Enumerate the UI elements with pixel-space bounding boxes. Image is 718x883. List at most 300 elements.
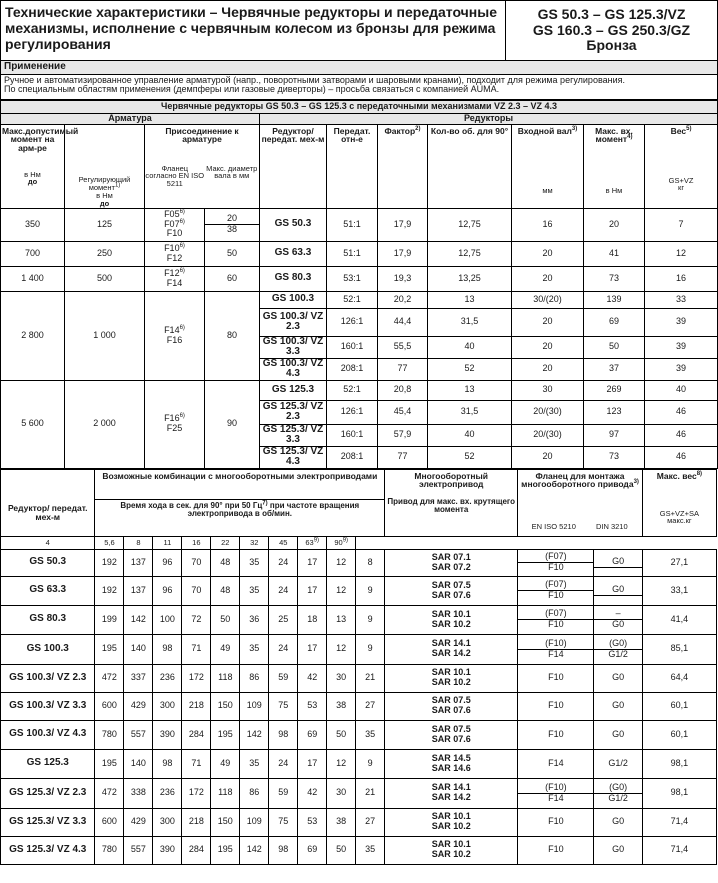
- combination-row: [1, 778, 717, 808]
- time-cell: 49: [211, 634, 240, 664]
- model-cell: GS 125.3/ VZ 4.3: [260, 446, 327, 468]
- time-cell: 86: [240, 664, 269, 692]
- table1-caption: Червячные редукторы GS 50.3 – GS 125.3 с передаточными механизмами VZ 2.3 – VZ 4.3: [1, 100, 718, 113]
- ratio-cell: 160:1: [327, 336, 378, 358]
- turns-cell: 52: [428, 358, 512, 380]
- speed-cell: [298, 536, 327, 549]
- en-flange-cell: [518, 778, 594, 808]
- en-flange-cell: [518, 749, 594, 778]
- flange-value: F16: [164, 413, 180, 424]
- time-cell: 199: [95, 605, 124, 634]
- weight-cell: 71,4: [642, 808, 716, 836]
- col-gearbox: Редуктор/ передат. мех-м: [260, 124, 327, 208]
- max-input-torque-cell: 41: [584, 241, 645, 266]
- actuator-value: SAR 10.1: [431, 839, 471, 850]
- time-cell: 70: [182, 549, 211, 576]
- t2-col-actuator: [385, 469, 518, 536]
- en-flange-cell: [518, 720, 594, 749]
- max-input-torque-cell: 20: [584, 208, 645, 241]
- flange-value: F07: [164, 218, 180, 229]
- time-cell: 30: [327, 664, 356, 692]
- en-flange-value: F10: [548, 700, 564, 711]
- factor-cell: 20,8: [378, 380, 428, 400]
- combination-body: [1, 549, 717, 864]
- actuator-value: SAR 07.6: [431, 705, 471, 715]
- model-cell: GS 50.3: [260, 208, 327, 241]
- en-flange-value: F14: [548, 757, 564, 768]
- t2-time-tail: при частоте вращения электропривода в об/мин.: [187, 500, 360, 518]
- din-flange-value: G0: [612, 672, 625, 683]
- ratio-cell: 208:1: [327, 446, 378, 468]
- time-cell: 390: [153, 720, 182, 749]
- col-max-input-torque-note: 4): [627, 134, 633, 141]
- combination-row: [1, 692, 717, 720]
- page-title: Технические характеристики – Червячные редукторы и передаточные механизмы, исполнение с червячным колесом из бронзы для режима регулирования: [1, 1, 506, 61]
- time-cell: 35: [356, 836, 385, 864]
- reg-torque-cell: 1 000: [65, 291, 145, 380]
- weight-cell: 12: [645, 241, 718, 266]
- en-flange-cell: [518, 576, 594, 605]
- flange-note: 6): [179, 242, 185, 249]
- flange-note: 6): [179, 218, 185, 225]
- time-cell: 27: [356, 808, 385, 836]
- time-cell: 75: [269, 692, 298, 720]
- weight-cell: 16: [645, 266, 718, 291]
- time-cell: 59: [269, 778, 298, 808]
- col-max-input-torque-label: Макс. вх. момент: [595, 125, 633, 145]
- actuator-cell: [385, 836, 518, 864]
- en-flange-value: (F07): [518, 609, 593, 620]
- actuator-cell: [385, 605, 518, 634]
- speed-value: 4: [45, 537, 50, 547]
- din-flange-cell: [594, 605, 642, 634]
- time-cell: 30: [327, 778, 356, 808]
- gearbox-row: [1, 291, 718, 308]
- time-cell: 195: [95, 749, 124, 778]
- model-cell: GS 80.3: [260, 266, 327, 291]
- actuator-cell: [385, 720, 518, 749]
- t2-col-flange-note: 3): [633, 479, 639, 486]
- actuator-value: SAR 14.1: [431, 782, 471, 793]
- t2-col-en: EN ISO 5210: [531, 521, 576, 531]
- t2-col-weight-unit1: GS+VZ+SA: [659, 508, 699, 518]
- time-cell: 600: [95, 808, 124, 836]
- col-turns: Кол-во об. для 90°: [428, 124, 512, 208]
- speed-cell: [211, 536, 240, 549]
- time-cell: 50: [327, 720, 356, 749]
- flange-value: F12: [164, 267, 180, 278]
- flange-cell: [145, 291, 205, 380]
- factor-cell: 19,3: [378, 266, 428, 291]
- weight-cell: 60,1: [642, 692, 716, 720]
- time-cell: 109: [240, 808, 269, 836]
- din-flange-cell: [594, 664, 642, 692]
- time-cell: 96: [153, 576, 182, 605]
- actuator-value: SAR 10.2: [431, 618, 471, 629]
- time-cell: 140: [124, 634, 153, 664]
- turns-cell: 52: [428, 446, 512, 468]
- input-shaft-cell: 20: [512, 446, 584, 468]
- speed-note: 9): [313, 537, 320, 544]
- max-torque-cell: 5 600: [1, 380, 65, 468]
- time-cell: 71: [182, 749, 211, 778]
- turns-cell: 13: [428, 291, 512, 308]
- model-cell: GS 125.3/ VZ 3.3: [1, 808, 95, 836]
- time-cell: 150: [211, 808, 240, 836]
- time-cell: 35: [356, 720, 385, 749]
- ratio-cell: 208:1: [327, 358, 378, 380]
- time-cell: 150: [211, 692, 240, 720]
- t2-col-weight-unit2: макс.кг: [667, 516, 692, 526]
- time-cell: 21: [356, 778, 385, 808]
- turns-cell: 31,5: [428, 308, 512, 336]
- factor-cell: 55,5: [378, 336, 428, 358]
- time-cell: 12: [327, 749, 356, 778]
- actuator-value: SAR 07.5: [431, 695, 471, 706]
- weight-cell: 39: [645, 308, 718, 336]
- ratio-cell: 52:1: [327, 291, 378, 308]
- col-weight-note: 5): [686, 125, 692, 132]
- t2-col-flange: [518, 469, 643, 536]
- speed-value: 63: [305, 537, 314, 547]
- combination-row: [1, 634, 717, 664]
- max-diameter-cell: [205, 380, 260, 468]
- en-flange-value: F10: [548, 816, 564, 827]
- actuator-value: SAR 07.6: [431, 733, 471, 744]
- flange-value: F14: [164, 324, 180, 335]
- flange-cell: [145, 208, 205, 241]
- input-shaft-cell: 20/(30): [512, 400, 584, 424]
- time-cell: 338: [124, 778, 153, 808]
- time-cell: 25: [269, 605, 298, 634]
- din-flange-cell: [594, 778, 642, 808]
- time-cell: 142: [240, 836, 269, 864]
- col-weight: [645, 124, 718, 208]
- header-table: [0, 0, 718, 100]
- din-flange-value: G0: [612, 700, 625, 711]
- input-shaft-cell: 30/(20): [512, 291, 584, 308]
- actuator-value: SAR 07.5: [431, 579, 471, 590]
- weight-cell: 85,1: [642, 634, 716, 664]
- actuator-value: SAR 14.2: [431, 792, 471, 802]
- time-cell: 24: [269, 549, 298, 576]
- col-connection: [145, 124, 260, 208]
- t2-col-weight-note: 8): [696, 470, 703, 477]
- en-flange-value: F10: [548, 672, 564, 683]
- time-cell: 236: [153, 664, 182, 692]
- time-cell: 24: [269, 634, 298, 664]
- weight-cell: 7: [645, 208, 718, 241]
- col-reg-torque-note: 1): [114, 182, 121, 189]
- en-flange-value: F10: [548, 728, 564, 739]
- time-cell: 50: [327, 836, 356, 864]
- model-cell: GS 100.3/ VZ 3.3: [260, 336, 327, 358]
- time-cell: 557: [124, 720, 153, 749]
- model-cell: GS 63.3: [260, 241, 327, 266]
- time-cell: 59: [269, 664, 298, 692]
- en-flange-value: F14: [548, 648, 564, 659]
- time-cell: 98: [269, 720, 298, 749]
- time-cell: 69: [298, 836, 327, 864]
- factor-cell: 77: [378, 446, 428, 468]
- din-flange-cell: [594, 576, 642, 605]
- en-flange-cell: [518, 692, 594, 720]
- actuator-value: SAR 10.1: [431, 811, 471, 822]
- t2-time-label: Время хода в сек. для 90° при 50 Гц: [120, 500, 263, 510]
- time-cell: 118: [211, 778, 240, 808]
- model-range: [506, 1, 718, 61]
- din-flange-value: G0: [612, 844, 625, 855]
- din-flange-cell: [594, 692, 642, 720]
- combination-table: [0, 469, 717, 865]
- time-cell: 38: [327, 808, 356, 836]
- t2-col-weight: [642, 469, 716, 536]
- en-flange-value: F10: [548, 590, 564, 600]
- col-input-shaft-label: Входной вал: [517, 125, 572, 136]
- flange-cell: [145, 241, 205, 266]
- max-input-torque-cell: 123: [584, 400, 645, 424]
- model-cell: GS 100.3/ VZ 3.3: [1, 692, 95, 720]
- actuator-value: SAR 10.2: [431, 677, 471, 687]
- max-diameter-value: 50: [226, 247, 237, 258]
- flange-value: F16: [166, 334, 183, 345]
- flange-note: 6): [179, 267, 185, 274]
- col-flange-label: Фланец согласно EN ISO 5211: [145, 163, 205, 189]
- en-flange-cell: [518, 549, 594, 576]
- col-factor-note: 2): [415, 125, 421, 132]
- ratio-cell: 51:1: [327, 208, 378, 241]
- time-cell: 24: [269, 749, 298, 778]
- combination-row: [1, 720, 717, 749]
- max-torque-cell: 1 400: [1, 266, 65, 291]
- speed-value: 45: [279, 537, 288, 547]
- col-input-shaft-note: 3): [571, 125, 578, 132]
- flange-value: F25: [166, 423, 183, 433]
- max-input-torque-cell: 69: [584, 308, 645, 336]
- model-cell: GS 125.3/ VZ 3.3: [260, 424, 327, 446]
- time-cell: 35: [240, 576, 269, 605]
- col-max-input-torque: [584, 124, 645, 208]
- time-cell: 472: [95, 664, 124, 692]
- time-cell: 53: [298, 692, 327, 720]
- combination-row: [1, 808, 717, 836]
- actuator-value: SAR 10.2: [431, 821, 471, 831]
- max-diameter-value: 80: [226, 329, 237, 340]
- time-cell: 21: [356, 664, 385, 692]
- combination-row: [1, 605, 717, 634]
- time-cell: 337: [124, 664, 153, 692]
- din-flange-value: G0: [594, 585, 641, 596]
- weight-cell: 60,1: [642, 720, 716, 749]
- time-cell: 195: [95, 634, 124, 664]
- col-reg-torque-unit: в Нм: [96, 190, 113, 200]
- valve-group-header: Арматура: [1, 113, 260, 124]
- max-diameter-value: 20: [205, 214, 259, 225]
- en-flange-cell: [518, 836, 594, 864]
- time-cell: 172: [182, 778, 211, 808]
- flange-note: 6): [179, 413, 185, 420]
- flange-note: 6): [179, 208, 185, 215]
- turns-cell: 40: [428, 336, 512, 358]
- flange-note: 6): [179, 324, 185, 331]
- din-flange-value: G0: [612, 728, 625, 739]
- time-cell: 8: [356, 549, 385, 576]
- time-cell: 195: [211, 836, 240, 864]
- ratio-cell: 160:1: [327, 424, 378, 446]
- gearbox-row: [1, 241, 718, 266]
- time-cell: 98: [153, 634, 182, 664]
- gearbox-row: [1, 380, 718, 400]
- t2-col-weight-label: Макс. вес: [656, 470, 697, 481]
- col-input-shaft-unit: мм: [542, 185, 553, 195]
- actuator-cell: [385, 576, 518, 605]
- max-diameter-cell: [205, 291, 260, 380]
- model-cell: GS 125.3/ VZ 4.3: [1, 836, 95, 864]
- col-max-torque-unit: в Нм: [24, 169, 41, 179]
- time-cell: 9: [356, 749, 385, 778]
- speed-cell: [182, 536, 211, 549]
- speed-value: 22: [221, 537, 230, 547]
- actuator-value: SAR 10.1: [431, 667, 471, 678]
- t2-col-gearbox: Редуктор/ передат. мех-м: [1, 469, 95, 536]
- actuator-value: SAR 14.2: [431, 648, 471, 658]
- model-cell: GS 125.3/ VZ 2.3: [260, 400, 327, 424]
- time-cell: 17: [298, 634, 327, 664]
- speed-note: 9): [342, 537, 349, 544]
- model-cell: GS 100.3: [260, 291, 327, 308]
- time-cell: 38: [327, 692, 356, 720]
- time-cell: 12: [327, 576, 356, 605]
- application-text-line2: По специальным областям применения (демпферы или газовые диверторы) – просьба связаться с компанией AUMA.: [4, 84, 500, 95]
- time-cell: 192: [95, 549, 124, 576]
- time-cell: 192: [95, 576, 124, 605]
- time-cell: 35: [240, 749, 269, 778]
- en-flange-value: (F07): [518, 552, 593, 563]
- max-input-torque-cell: 269: [584, 380, 645, 400]
- application-text-line1: Ручное и автоматизированное управление арматурой (напр., поворотными затворами и шаровыми кранами), подходит для режима регулирования.: [4, 74, 625, 85]
- gearbox-spec-body: [1, 208, 718, 468]
- reg-torque-cell: 2 000: [65, 380, 145, 468]
- t2-col-flange-label: Фланец для монтажа многооборотного привода: [521, 470, 634, 490]
- factor-cell: 20,2: [378, 291, 428, 308]
- time-cell: 36: [240, 605, 269, 634]
- speed-cell: [153, 536, 182, 549]
- time-cell: 390: [153, 836, 182, 864]
- time-cell: 35: [240, 634, 269, 664]
- time-cell: 472: [95, 778, 124, 808]
- time-cell: 100: [153, 605, 182, 634]
- input-shaft-cell: 20: [512, 358, 584, 380]
- time-cell: 17: [298, 749, 327, 778]
- time-cell: 12: [327, 634, 356, 664]
- model-cell: GS 100.3/ VZ 2.3: [1, 664, 95, 692]
- time-cell: 137: [124, 576, 153, 605]
- actuator-value: SAR 07.6: [431, 589, 471, 600]
- col-max-diameter-label: Макс. диаметр вала в мм: [206, 163, 258, 181]
- actuator-value: SAR 10.1: [431, 608, 471, 619]
- time-cell: 98: [269, 836, 298, 864]
- en-flange-value: (F10): [518, 639, 593, 650]
- time-cell: 49: [211, 749, 240, 778]
- t2-combos-header: Возможные комбинации с многооборотными электроприводами: [95, 469, 385, 499]
- en-flange-cell: [518, 634, 594, 664]
- max-input-torque-cell: 73: [584, 446, 645, 468]
- din-flange-value: G1/2: [608, 648, 628, 659]
- time-cell: 42: [298, 664, 327, 692]
- time-cell: 218: [182, 692, 211, 720]
- actuator-value: SAR 07.1: [431, 551, 471, 562]
- model-range-line1: GS 50.3 – GS 125.3/VZ: [537, 6, 686, 23]
- time-cell: 140: [124, 749, 153, 778]
- col-ratio: Передат. отн-е: [327, 124, 378, 208]
- actuator-cell: [385, 692, 518, 720]
- time-cell: 780: [95, 836, 124, 864]
- t2-col-din: DIN 3210: [595, 521, 628, 531]
- flange-cell: [145, 266, 205, 291]
- combination-row: [1, 664, 717, 692]
- turns-cell: 12,75: [428, 208, 512, 241]
- din-flange-cell: [594, 836, 642, 864]
- speed-cell: [327, 536, 356, 549]
- col-factor-label: Фактор: [384, 125, 416, 136]
- input-shaft-cell: 20: [512, 241, 584, 266]
- en-flange-value: F14: [548, 792, 564, 803]
- speed-value: 16: [192, 537, 201, 547]
- model-range-line2: GS 160.3 – GS 250.3/GZ: [532, 21, 691, 38]
- en-flange-value: F10: [548, 844, 564, 855]
- time-cell: 195: [211, 720, 240, 749]
- reg-torque-cell: 500: [65, 266, 145, 291]
- time-cell: 118: [211, 664, 240, 692]
- actuator-cell: [385, 549, 518, 576]
- weight-cell: 27,1: [642, 549, 716, 576]
- ratio-cell: 53:1: [327, 266, 378, 291]
- time-cell: 48: [211, 576, 240, 605]
- speed-cell: [124, 536, 153, 549]
- time-cell: 12: [327, 549, 356, 576]
- din-flange-value: (G0): [594, 639, 641, 650]
- din-flange-cell: [594, 720, 642, 749]
- max-diameter-cell: [205, 208, 260, 241]
- en-flange-cell: [518, 808, 594, 836]
- gearbox-group-header: Редукторы: [260, 113, 718, 124]
- t2-time-header: [95, 499, 385, 536]
- actuator-value: SAR 14.6: [431, 762, 471, 773]
- model-cell: GS 50.3: [1, 549, 95, 576]
- din-flange-value: G0: [612, 619, 625, 629]
- weight-cell: 46: [645, 424, 718, 446]
- turns-cell: 12,75: [428, 241, 512, 266]
- en-flange-value: (F10): [518, 783, 593, 794]
- factor-cell: 17,9: [378, 241, 428, 266]
- col-max-torque-sub: до: [27, 177, 38, 187]
- input-shaft-cell: 20: [512, 308, 584, 336]
- model-cell: GS 100.3/ VZ 4.3: [1, 720, 95, 749]
- max-diameter-cell: [205, 266, 260, 291]
- time-cell: 600: [95, 692, 124, 720]
- combination-row: [1, 549, 717, 576]
- max-torque-cell: 350: [1, 208, 65, 241]
- model-cell: GS 125.3: [1, 749, 95, 778]
- time-cell: 9: [356, 605, 385, 634]
- din-flange-value: G1/2: [608, 792, 628, 803]
- weight-cell: 33,1: [642, 576, 716, 605]
- combination-row: [1, 836, 717, 864]
- ratio-cell: 52:1: [327, 380, 378, 400]
- application-text: [1, 74, 718, 99]
- time-cell: 35: [240, 549, 269, 576]
- en-flange-cell: [518, 605, 594, 634]
